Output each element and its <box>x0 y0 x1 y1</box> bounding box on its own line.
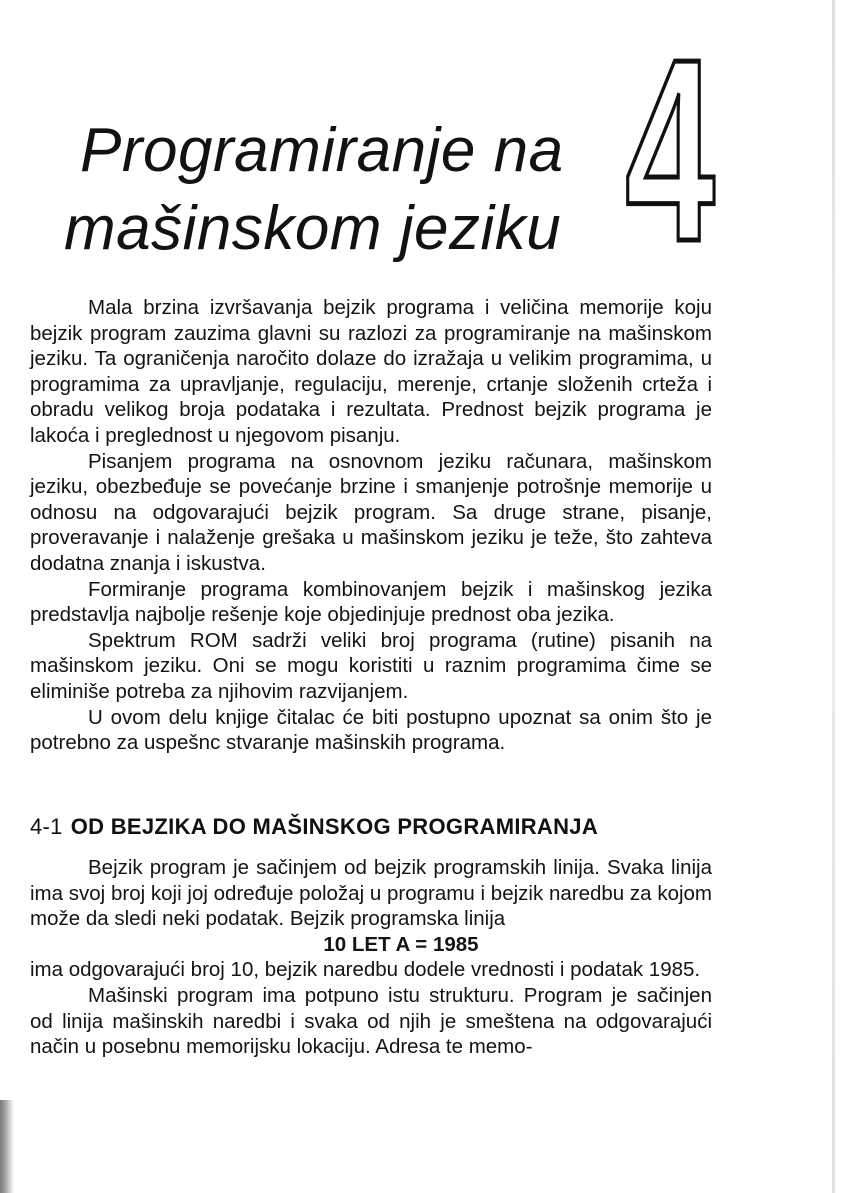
section-paragraph: Mašinski program ima potpuno istu strukturu. Program je sačinjen od linija mašinskih naredbi i svaka od njih je smeštena na odgovarajući način u posebnu memorijsku lokaciju. Adresa te memo- <box>30 983 712 1059</box>
section-heading <box>30 814 720 840</box>
intro-text <box>30 295 712 756</box>
section-paragraph: ima odgovarajući broj 10, bejzik naredbu dodele vrednosti i podatak 1985. <box>30 958 701 982</box>
section-text <box>30 855 712 1060</box>
intro-paragraph: Mala brzina izvršavanja bejzik programa i veličina memorije koju bejzik program zauzima glavni su razlozi za programiranje na mašinskom jeziku. Ta ograničenja naročito dolaze do izražaja u velikim programima, u programima za upravljanje, regulaciju, merenje, crtanje složenih crteža i obradu velikog broja podataka i rezultata. Prednost bejzik programa je lakoća i preglednost u njegovom pisanju. <box>30 296 712 447</box>
intro-paragraph: U ovom delu knjige čitalac će biti postupno upoznat sa onim što je potrebno za uspešnc stvaranje mašinskih programa. <box>30 705 712 755</box>
chapter-title-line-1: Programiranje na <box>80 116 564 185</box>
binding-shadow <box>0 1100 14 1193</box>
chapter-title <box>64 112 624 268</box>
chapter-title-line-2: mašinskom jeziku <box>64 194 562 263</box>
code-example: 10 LET A = 1985 <box>323 932 479 956</box>
section-number: 4-1 <box>30 814 63 839</box>
intro-paragraph: Formiranje programa kombinovanjem bejzik i mašinskog jezika predstavlja najbolje rešenje koje objedinjuje prednost oba jezika. <box>30 577 712 627</box>
section-paragraph: Bejzik program je sačinjem od bejzik programskih linija. Svaka linija ima svoj broj koji joj određuje položaj u programu i bejzik naredbu za kojom može da sledi neki podatak. Bejzik programska linija <box>30 856 712 931</box>
chapter-number: 4 <box>625 40 715 268</box>
intro-paragraph: Spektrum ROM sadrži veliki broj programa (rutine) pisanih na mašinskom jeziku. Oni se mogu koristiti u raznim programima čime se eliminiše potreba za njihovim razvijanjem. <box>30 628 712 703</box>
chapter-number-graphic <box>618 40 722 268</box>
section-title: OD BEJZIKA DO MAŠINSKOG PROGRAMIRANJA <box>70 814 599 839</box>
intro-paragraph: Pisanjem programa na osnovnom jeziku računara, mašinskom jeziku, obezbeđuje se povećanje brzine i smanjenje potrošnje memorije u odnosu na odgovarajući bejzik program. Sa druge strane, pisanje, proveravanje i nalaženje grešaka u mašinskom jeziku je teže, što zahteva dodatna znanja i iskustva. <box>30 449 712 575</box>
page-edge-shadow <box>832 0 835 1193</box>
